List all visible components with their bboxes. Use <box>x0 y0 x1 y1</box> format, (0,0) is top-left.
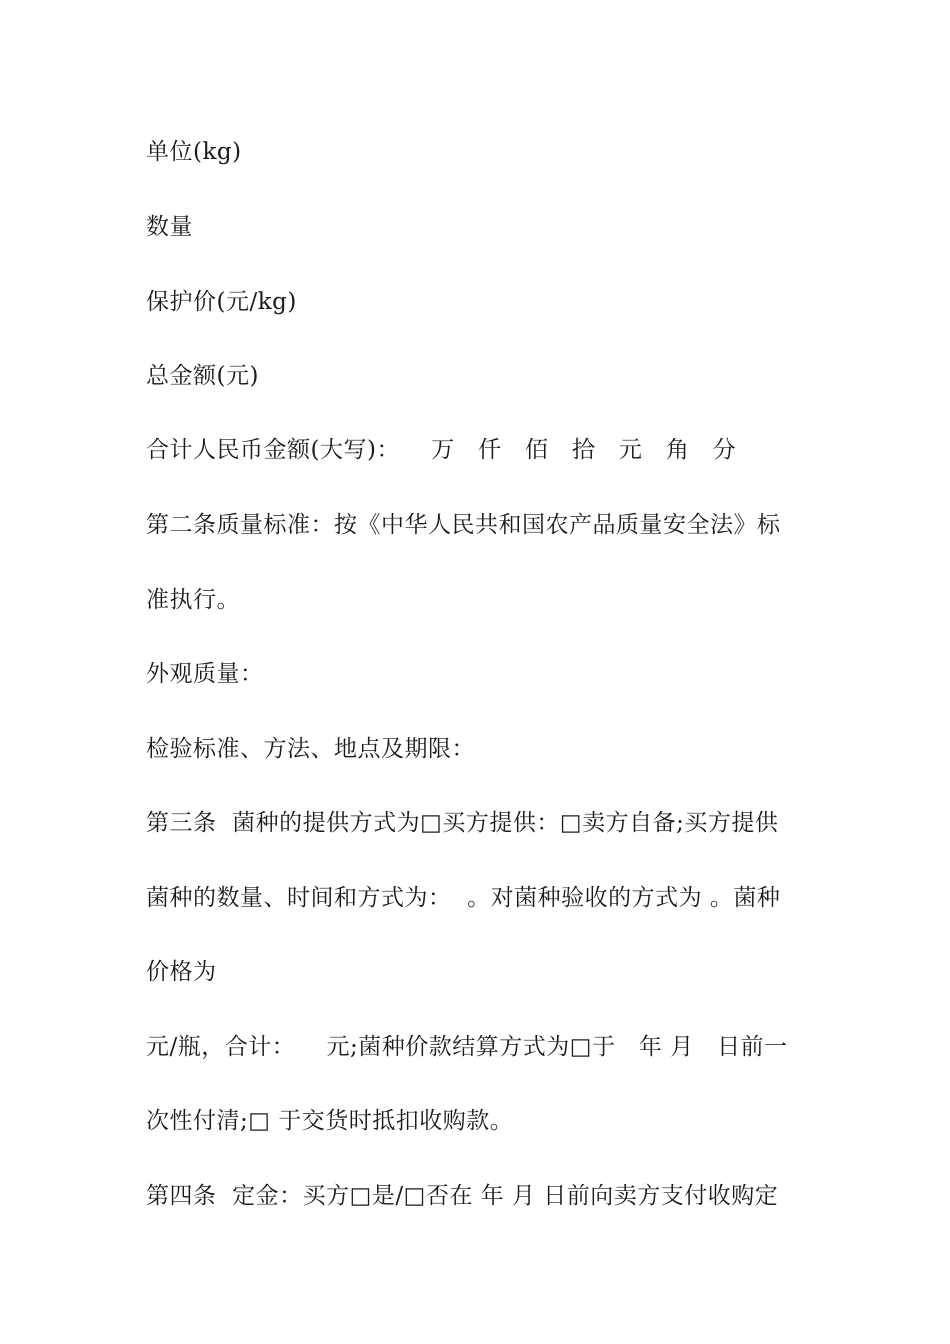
article-three-line-2: 菌种的数量、时间和方式为： 。对菌种验收的方式为 。菌种 <box>146 885 781 911</box>
article-three-line-5: 次性付清;□ 于交货时抵扣收购款。 <box>146 1108 514 1134</box>
field-appearance-quality: 外观质量： <box>146 661 264 687</box>
article-two-line-2: 准执行。 <box>146 587 240 613</box>
article-three-line-4: 元/瓶，合计： 元;菌种价款结算方式为□于 年 月 日前一 <box>146 1034 788 1060</box>
article-four-line-1: 第四条 定金：买方□是/□否在 年 月 日前向卖方支付收购定 <box>146 1183 779 1209</box>
field-total-amount: 总金额(元) <box>146 363 259 389</box>
field-total-rmb-uppercase: 合计人民币金额(大写)： 万 仟 佰 拾 元 角 分 <box>146 437 737 463</box>
field-inspection-standard: 检验标准、方法、地点及期限： <box>146 736 475 762</box>
article-three-line-1: 第三条 菌种的提供方式为□买方提供：□卖方自备;买方提供 <box>146 810 779 836</box>
field-unit: 单位(kg) <box>146 139 242 165</box>
article-two-line-1: 第二条质量标准：按《中华人民共和国农产品质量安全法》标 <box>146 512 781 538</box>
field-quantity: 数量 <box>146 214 193 240</box>
article-three-line-3: 价格为 <box>146 959 217 985</box>
field-protected-price: 保护价(元/kg) <box>146 289 297 315</box>
